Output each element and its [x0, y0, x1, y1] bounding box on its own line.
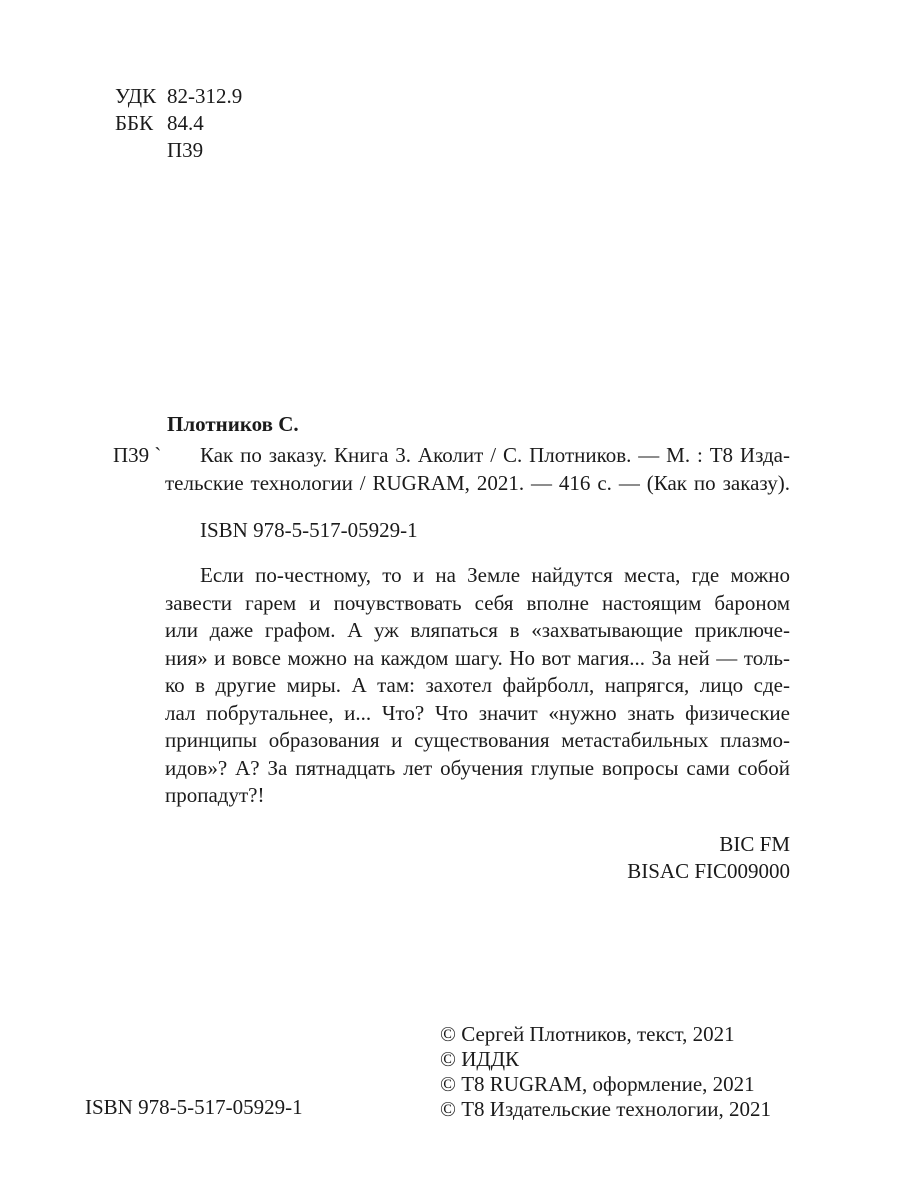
udk-row [115, 83, 242, 110]
annotation-paragraph [165, 562, 790, 810]
bibliographic-entry-line: тельские технологии / RUGRAM, 2021. — 416 с. — (Как по заказу). [165, 471, 790, 495]
author-sign: П39 [167, 138, 204, 162]
isbn-top: ISBN 978-5-517-05929-1 [200, 518, 418, 542]
annotation-line: лал побрутальнее, и... Что? Что значит «нужно знать физические [165, 700, 790, 725]
udk-value: 82-312.9 [167, 84, 243, 108]
classification-codes-block [115, 83, 242, 164]
copyright-block [440, 1022, 771, 1122]
author-sign-row [115, 137, 242, 164]
annotation-line: или даже графом. А уж вляпаться в «захватывающие приключе- [165, 618, 790, 642]
isbn-bottom: ISBN 978-5-517-05929-1 [85, 1095, 303, 1119]
bisac-code: BISAC FIC009000 [627, 859, 790, 883]
bibliographic-entry [165, 441, 790, 497]
udk-label: УДК [115, 84, 157, 108]
trade-classification-block [627, 831, 790, 885]
copyright-line: © ИДДК [440, 1047, 520, 1071]
bibliographic-entry-line: Как по заказу. Книга 3. Аколит / С. Плотников. — М. : Т8 Изда- [200, 443, 790, 467]
copyright-line: © Сергей Плотников, текст, 2021 [440, 1022, 735, 1046]
bbk-row [115, 110, 242, 137]
annotation-line: пропадут?! [165, 783, 265, 807]
author-sign-spacer [115, 137, 167, 164]
author-heading: Плотников С. [167, 412, 299, 436]
bbk-label: ББК [115, 111, 154, 135]
annotation-line: ко в другие миры. А там: захотел файрболл, напрягся, лицо сде- [165, 673, 790, 697]
copyright-line: © Т8 RUGRAM, оформление, 2021 [440, 1072, 755, 1096]
annotation-line: Если по-честному, то и на Земле найдутся места, где можно [200, 563, 790, 587]
bic-code: BIC FM [719, 832, 790, 856]
annotation-line: ния» и вовсе можно на каждом шагу. Но вот магия... За ней — толь- [165, 645, 790, 670]
bbk-value: 84.4 [167, 111, 204, 135]
catalog-entry-code: П39 ` [113, 443, 162, 467]
annotation-line: идов»? А? За пятнадцать лет обучения глупые вопросы сами собой [165, 755, 790, 780]
copyright-line: © Т8 Издательские технологии, 2021 [440, 1097, 771, 1121]
annotation-line: принципы образования и существования метастабильных плазмо- [165, 728, 790, 752]
annotation-line: завести гарем и почувствовать себя вполне настоящим бароном [165, 590, 790, 615]
